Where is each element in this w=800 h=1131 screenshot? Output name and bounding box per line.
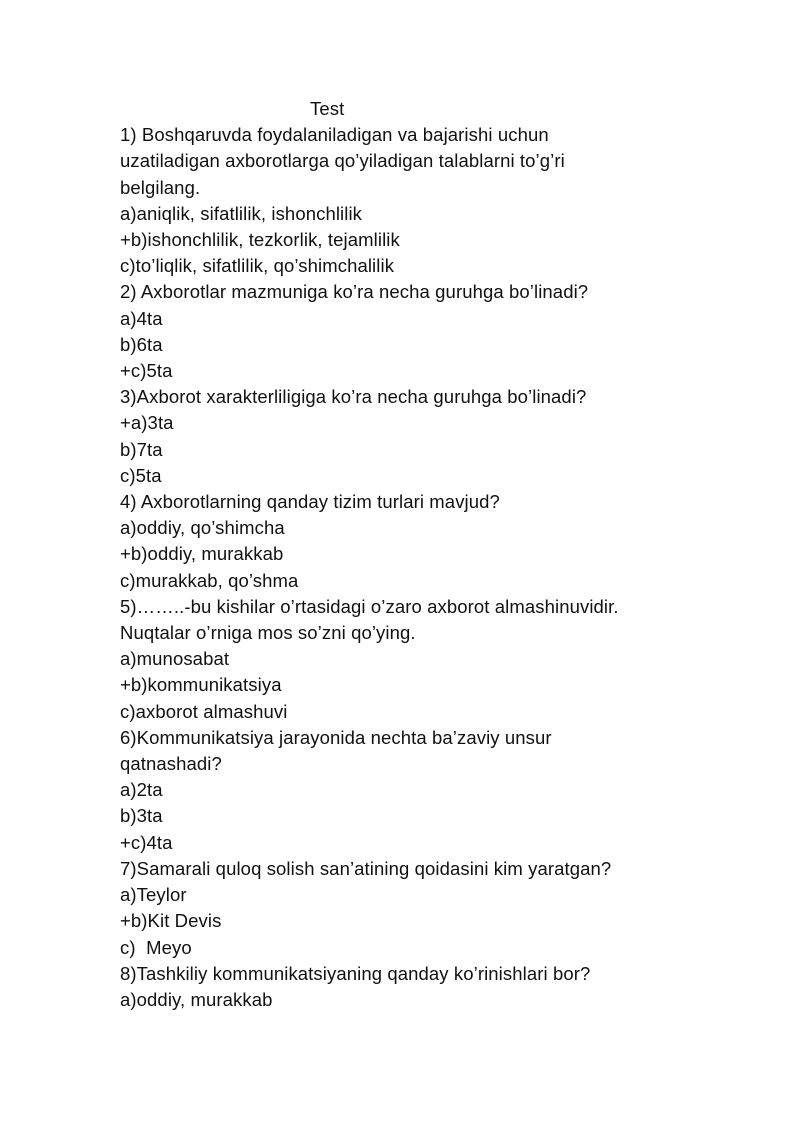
question-3-option-b: b)7ta <box>120 438 163 460</box>
question-3-text-line-1: 3)Axborot xarakterliligiga ko’ra necha guruhga bo’linadi? <box>120 386 587 408</box>
question-6-option-a: a)2ta <box>120 779 163 801</box>
question-1-option-a: a)aniqlik, sifatlilik, ishonchlilik <box>120 202 363 224</box>
question-7-option-c: c) Meyo <box>120 936 192 958</box>
question-2-option-a: a)4ta <box>120 307 163 329</box>
question-1-text-line-1: 1) Boshqaruvda foydalaniladigan va bajarishi uchun <box>120 124 549 146</box>
question-2-option-c: +c)5ta <box>120 360 173 382</box>
question-7-option-b: +b)Kit Devis <box>120 910 222 932</box>
question-6-option-c: +c)4ta <box>120 831 173 853</box>
question-3-option-c: c)5ta <box>120 464 162 486</box>
question-3-option-a: +a)3ta <box>120 412 174 434</box>
question-1-text-line-3: belgilang. <box>120 176 201 198</box>
question-7-option-a: a)Teylor <box>120 884 187 906</box>
question-1-option-b: +b)ishonchlilik, tezkorlik, tejamlilik <box>120 229 400 251</box>
question-6-option-b: b)3ta <box>120 805 163 827</box>
question-4-text-line-1: 4) Axborotlarning qanday tizim turlari mavjud? <box>120 491 500 513</box>
question-6-text-line-2: qatnashadi? <box>120 753 222 775</box>
question-5-option-a: a)munosabat <box>120 648 230 670</box>
question-8-option-a: a)oddiy, murakkab <box>120 988 273 1010</box>
question-4-option-a: a)oddiy, qo’shimcha <box>120 517 285 539</box>
question-5-option-b: +b)kommunikatsiya <box>120 674 282 696</box>
question-6-text-line-1: 6)Kommunikatsiya jarayonida nechta ba’zaviy unsur <box>120 726 552 748</box>
question-5-option-c: c)axborot almashuvi <box>120 700 288 722</box>
question-1-option-c: c)to’liqlik, sifatlilik, qo’shimchalilik <box>120 255 395 277</box>
question-2-option-b: b)6ta <box>120 333 163 355</box>
question-5-text-line-1: 5)……..-bu kishilar o’rtasidagi o’zaro axborot almashinuvidir. <box>120 595 619 617</box>
question-8-text-line-1: 8)Tashkiliy kommunikatsiyaning qanday ko’rinishlari bor? <box>120 962 591 984</box>
question-5-text-line-2: Nuqtalar o’rniga mos so’zni qo’ying. <box>120 622 416 644</box>
question-7-text-line-1: 7)Samarali quloq solish san’atining qoidasini kim yaratgan? <box>120 857 612 879</box>
test-document <box>120 96 680 1013</box>
document-title: Test <box>310 98 345 119</box>
question-4-option-b: +b)oddiy, murakkab <box>120 543 284 565</box>
question-1-text-line-2: uzatiladigan axborotlarga qo’yiladigan talablarni to’g’ri <box>120 150 565 172</box>
question-4-option-c: c)murakkab, qo’shma <box>120 569 299 591</box>
question-2-text-line-1: 2) Axborotlar mazmuniga ko’ra necha guruhga bo’linadi? <box>120 281 589 303</box>
